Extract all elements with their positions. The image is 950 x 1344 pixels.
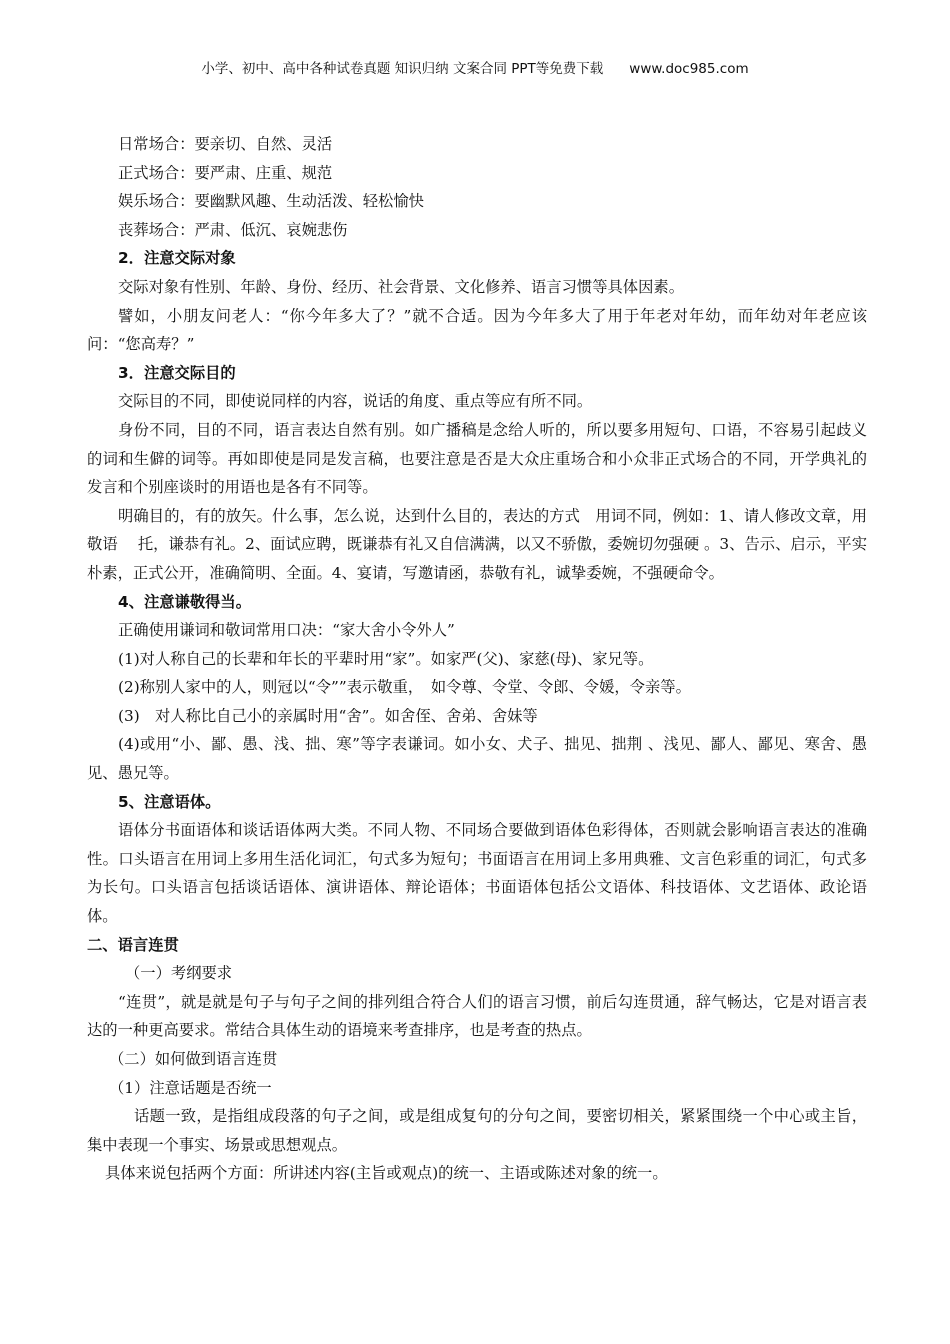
heading-register: 5、注意语体。 <box>118 792 221 811</box>
list-item-jia: (1)对人称自己的长辈和年长的平辈时用“家”。如家严(父)、家慈(母)、家兄等。 <box>118 649 654 668</box>
occasion-funeral: 丧葬场合：严肃、低沉、哀婉悲伤 <box>118 220 348 239</box>
heading-politeness: 4、注意谦敬得当。 <box>118 592 252 611</box>
paragraph-topic-unity: 话题一致，是指组成段落的句子之间，或是组成复句的分句之间，要密切相关，紧紧围绕一个中心或主旨，集中表现一个事实、场景或思想观点。 <box>87 1107 867 1154</box>
paragraph-audience-factors: 交际对象有性别、年龄、身份、经历、社会背景、文化修养、语言习惯等具体因素。 <box>118 277 684 296</box>
subheading-how-to: （二）如何做到语言连贯 <box>109 1050 278 1068</box>
subheading-topic-unity: （1）注意话题是否统一 <box>109 1078 272 1097</box>
header-text: 小学、初中、高中各种试卷真题 知识归纳 文案合同 PPT等免费下载 <box>201 61 604 77</box>
list-item-ling: (2)称别人家中的人，则冠以“令””表示敬重， 如令尊、令堂、令郎、令媛，令亲等。 <box>118 678 691 697</box>
heading-coherence: 二、语言连贯 <box>87 935 179 954</box>
paragraph-purpose-intro: 交际目的不同，即使说同样的内容，说话的角度、重点等应有所不同。 <box>118 392 593 411</box>
subheading-requirements: （一）考纲要求 <box>125 964 233 983</box>
paragraph-two-aspects: 具体来说包括两个方面：所讲述内容(主旨或观点)的统一、主语或陈述对象的统一。 <box>105 1164 668 1183</box>
paragraph-register: 语体分书面语体和谈话语体两大类。不同人物、不同场合要做到语体色彩得体，否则就会影响语言表达的准确性。口头语言在用词上多用生活化词汇，句式多为短句；书面语言在用词上多用典雅、文言色彩重的词汇，句式多为长句。口头语言包括谈话语体、演讲语体、辩论语体；书面语体包括公文语体、科技语体、文艺语体、政论语体。 <box>87 821 867 926</box>
occasion-formal: 正式场合：要严肃、庄重、规范 <box>118 163 333 182</box>
paragraph-purpose-examples: 明确目的，有的放矢。什么事，怎么说，达到什么目的，表达的方式 用词不同，例如：1、请人修改文章，用敬语 托，谦恭有礼。2、面试应聘，既谦恭有礼又自信满满，以又不骄傲，委婉切勿强硬 。3、告示、启示，平实朴素，正式公开，准确简明、全面。4、宴请，写邀请函，恭敬有礼，诚挚委婉，不强硬命令。 <box>87 506 867 582</box>
page-header <box>0 57 950 77</box>
document-body <box>87 130 867 1188</box>
paragraph-purpose-identity: 身份不同，目的不同，语言表达自然有别。如广播稿是念给人听的，所以要多用短句、口语，不容易引起歧义的词和生僻的词等。再如即使是同是发言稿，也要注意是否是大众庄重场合和小众非正式场合的不同，开学典礼的发言和个别座谈时的用语也是各有不同等。 <box>87 420 867 497</box>
list-item-humble-words: (4)或用“小、鄙、愚、浅、拙、寒”等字表谦词。如小女、犬子、拙见、拙荆 、浅见、鄙人、鄙见、寒舍、愚见、愚兄等。 <box>87 735 867 783</box>
header-site-link[interactable]: www.doc985.com <box>629 61 749 77</box>
paragraph-audience-example: 譬如，小朋友问老人：“你今年多大了？”就不合适。因为今年多大了用于年老对年幼，而年幼对年老应该问：“您高寿？” <box>87 306 867 354</box>
occasion-daily: 日常场合：要亲切、自然、灵活 <box>118 135 333 153</box>
heading-purpose: 3．注意交际目的 <box>118 363 236 382</box>
paragraph-politeness-rhyme: 正确使用谦词和敬词常用口决：“家大舍小令外人” <box>118 621 455 640</box>
paragraph-coherence-definition: “连贯”，就是就是句子与句子之间的排列组合符合人们的语言习惯，前后勾连贯通，辞气畅达，它是对语言表达的一种更高要求。常结合具体生动的语境来考查排序，也是考查的热点。 <box>87 992 867 1040</box>
list-item-she: (3) 对人称比自己小的亲属时用“舍”。如舍侄、舍弟、舍妹等 <box>118 706 538 725</box>
occasion-entertainment: 娱乐场合：要幽默风趣、生动活泼、轻松愉快 <box>118 192 424 211</box>
heading-audience: 2．注意交际对象 <box>118 249 236 268</box>
